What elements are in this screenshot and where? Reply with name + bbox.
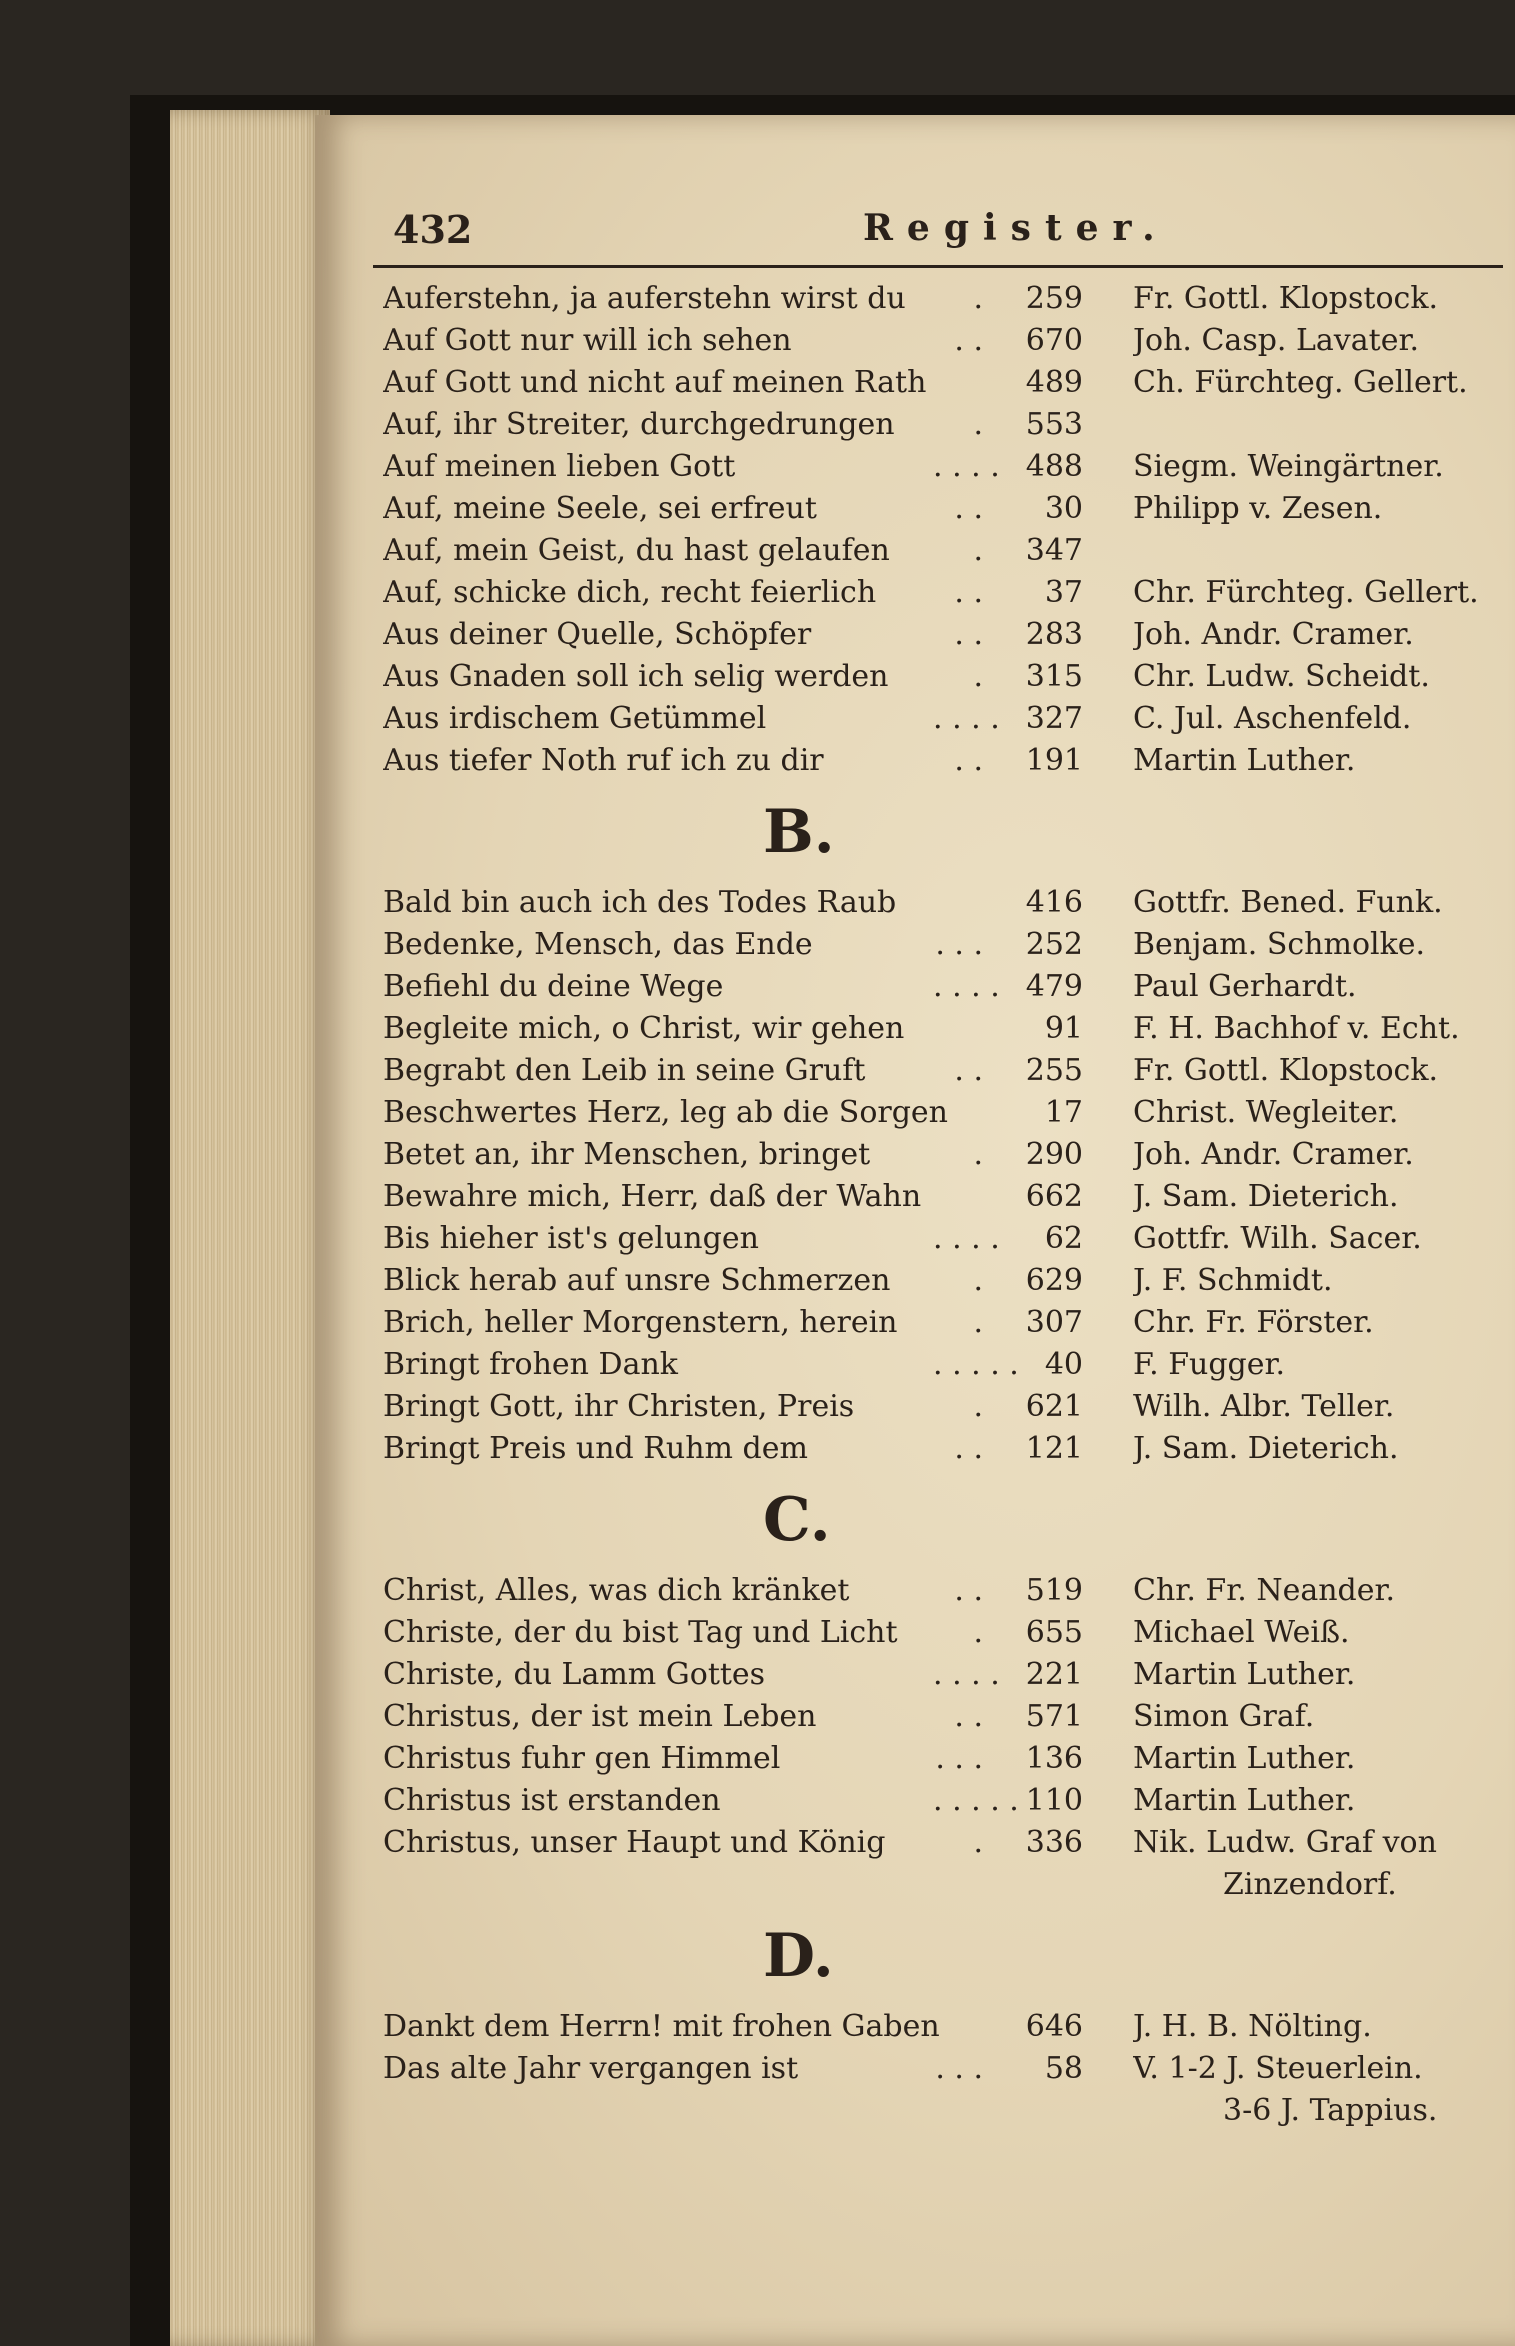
entry-dots: . . . .	[933, 1657, 1000, 1692]
entry-title: Beschwertes Herz, leg ab die Sorgen	[383, 1095, 949, 1130]
entry-number: 252	[1025, 927, 1083, 962]
index-entry	[373, 1864, 1503, 1906]
index-entry	[373, 882, 1503, 924]
entry-title: Auf Gott und nicht auf meinen Rath	[383, 365, 927, 400]
entry-title: Bewahre mich, Herr, daß der Wahn	[383, 1179, 922, 1214]
entry-number: 255	[1025, 1053, 1083, 1088]
entry-number: 191	[1025, 743, 1083, 778]
entry-dots: .	[973, 533, 983, 568]
index-entry	[373, 362, 1503, 404]
index-entry	[373, 1050, 1503, 1092]
entry-number: 91	[1044, 1011, 1083, 1046]
entry-dots: . . . .	[933, 969, 1000, 1004]
entry-number: 221	[1025, 1657, 1083, 1692]
index-entry	[373, 530, 1503, 572]
index-section	[373, 1906, 1503, 2132]
entry-number: 488	[1025, 449, 1083, 484]
index-entry	[373, 1176, 1503, 1218]
entry-title: Auf, mein Geist, du hast gelaufen	[383, 533, 890, 568]
entry-number: 571	[1025, 1699, 1083, 1734]
entry-author: Philipp v. Zesen.	[1133, 491, 1383, 526]
entry-title: Christus, der ist mein Leben	[383, 1699, 817, 1734]
entry-author: Christ. Wegleiter.	[1133, 1095, 1399, 1130]
entry-title: Bedenke, Mensch, das Ende	[383, 927, 813, 962]
entry-title: Betet an, ihr Menschen, bringet	[383, 1137, 871, 1172]
entry-author: Fr. Gottl. Klopstock.	[1133, 281, 1439, 316]
entry-author: F. H. Bachhof v. Echt.	[1133, 1011, 1460, 1046]
index-entry	[373, 446, 1503, 488]
entry-dots: . .	[954, 491, 983, 526]
entry-dots: .	[973, 1137, 983, 1172]
index-entry	[373, 740, 1503, 782]
index-entry	[373, 1428, 1503, 1470]
entry-number: 629	[1025, 1263, 1083, 1298]
entry-number: 336	[1025, 1825, 1083, 1860]
entry-author: Joh. Casp. Lavater.	[1133, 323, 1420, 358]
entry-title: Befiehl du deine Wege	[383, 969, 724, 1004]
entry-author: Ch. Fürchteg. Gellert.	[1133, 365, 1468, 400]
index-entry	[373, 488, 1503, 530]
entry-title: Auf meinen lieben Gott	[383, 449, 736, 484]
section-letter: B.	[763, 797, 835, 867]
entry-author: Joh. Andr. Cramer.	[1133, 1137, 1414, 1172]
entry-number: 655	[1025, 1615, 1083, 1650]
entry-dots: .	[973, 407, 983, 442]
entry-dots: .	[973, 1825, 983, 1860]
entry-title: Christus ist erstanden	[383, 1783, 721, 1818]
entry-author: Simon Graf.	[1133, 1699, 1315, 1734]
entry-dots: . .	[954, 1573, 983, 1608]
entry-dots: .	[973, 1305, 983, 1340]
entry-author: Martin Luther.	[1133, 1657, 1356, 1692]
index-entry	[373, 698, 1503, 740]
entry-number: 62	[1044, 1221, 1083, 1256]
entry-dots: . .	[954, 617, 983, 652]
entry-title: Brich, heller Morgenstern, herein	[383, 1305, 898, 1340]
entry-author: C. Jul. Aschenfeld.	[1133, 701, 1412, 736]
entry-author: J. Sam. Dieterich.	[1133, 1179, 1399, 1214]
section-letter: C.	[763, 1485, 831, 1555]
index-entry	[373, 1780, 1503, 1822]
index-sections	[373, 268, 1503, 2132]
entry-number: 621	[1025, 1389, 1083, 1424]
entry-number: 662	[1025, 1179, 1083, 1214]
entry-number: 416	[1025, 885, 1083, 920]
index-entry	[373, 2090, 1503, 2132]
index-entry	[373, 1218, 1503, 1260]
book-page	[315, 115, 1515, 2346]
entry-title: Aus Gnaden soll ich selig werden	[383, 659, 889, 694]
index-entry	[373, 924, 1503, 966]
entry-number: 110	[1025, 1783, 1083, 1818]
entry-dots: . . . . .	[933, 1783, 1019, 1818]
index-entry	[373, 1302, 1503, 1344]
index-entry	[373, 1008, 1503, 1050]
entry-dots: . . . .	[933, 701, 1000, 736]
entry-dots: . .	[954, 1699, 983, 1734]
entry-dots: .	[973, 1615, 983, 1650]
entry-dots: . . .	[935, 927, 983, 962]
entry-number: 489	[1025, 365, 1083, 400]
index-entry	[373, 1344, 1503, 1386]
entry-number: 40	[1044, 1347, 1083, 1382]
index-entry	[373, 1134, 1503, 1176]
entry-title: Bis hieher ist's gelungen	[383, 1221, 759, 1256]
entry-dots: .	[973, 1389, 983, 1424]
entry-author: Chr. Fr. Neander.	[1133, 1573, 1396, 1608]
index-entry	[373, 1612, 1503, 1654]
entry-number: 121	[1025, 1431, 1083, 1466]
entry-title: Christus fuhr gen Himmel	[383, 1741, 781, 1776]
entry-number: 283	[1025, 617, 1083, 652]
entry-title: Auf Gott nur will ich sehen	[383, 323, 792, 358]
entry-author: 3-6 J. Tappius.	[1223, 2093, 1438, 2128]
index-entry	[373, 278, 1503, 320]
page-number: 432	[393, 207, 473, 252]
entry-author: Nik. Ludw. Graf von	[1133, 1825, 1437, 1860]
running-title: Register.	[863, 207, 1169, 249]
entry-dots: . .	[954, 1053, 983, 1088]
entry-title: Begleite mich, o Christ, wir gehen	[383, 1011, 905, 1046]
index-entry	[373, 1260, 1503, 1302]
entry-author: J. F. Schmidt.	[1133, 1263, 1333, 1298]
entry-author: Martin Luther.	[1133, 743, 1356, 778]
entry-title: Auf, meine Seele, sei erfreut	[383, 491, 817, 526]
entry-author: Siegm. Weingärtner.	[1133, 449, 1444, 484]
entry-title: Christus, unser Haupt und König	[383, 1825, 886, 1860]
entry-title: Bringt Preis und Ruhm dem	[383, 1431, 808, 1466]
entry-number: 327	[1025, 701, 1083, 736]
entry-author: J. Sam. Dieterich.	[1133, 1431, 1399, 1466]
entry-author: Chr. Fr. Förster.	[1133, 1305, 1374, 1340]
entry-dots: . .	[954, 1431, 983, 1466]
entry-dots: . .	[954, 743, 983, 778]
entry-title: Aus irdischem Getümmel	[383, 701, 767, 736]
index-entry	[373, 966, 1503, 1008]
entry-author: Martin Luther.	[1133, 1741, 1356, 1776]
index-entry	[373, 404, 1503, 446]
index-entry	[373, 656, 1503, 698]
index-entry	[373, 1738, 1503, 1780]
entry-number: 17	[1044, 1095, 1083, 1130]
entry-author: Martin Luther.	[1133, 1783, 1356, 1818]
index-entry	[373, 320, 1503, 362]
entry-author: J. H. B. Nölting.	[1133, 2009, 1372, 2044]
entry-dots: . . .	[935, 2051, 983, 2086]
entry-title: Dankt dem Herrn! mit frohen Gaben	[383, 2009, 940, 2044]
index-entry	[373, 2006, 1503, 2048]
entry-number: 670	[1025, 323, 1083, 358]
entry-author: Zinzendorf.	[1223, 1867, 1397, 1902]
entry-number: 37	[1044, 575, 1083, 610]
index-entry	[373, 1822, 1503, 1864]
entry-number: 519	[1025, 1573, 1083, 1608]
entry-number: 646	[1025, 2009, 1083, 2044]
index-section	[373, 278, 1503, 782]
entry-number: 58	[1044, 2051, 1083, 2086]
entry-author: Fr. Gottl. Klopstock.	[1133, 1053, 1439, 1088]
entry-number: 259	[1025, 281, 1083, 316]
page-edges	[170, 110, 330, 2346]
section-letter: D.	[763, 1921, 834, 1991]
entry-title: Auferstehn, ja auferstehn wirst du	[383, 281, 906, 316]
entry-number: 307	[1025, 1305, 1083, 1340]
entry-title: Bald bin auch ich des Todes Raub	[383, 885, 897, 920]
entry-title: Aus deiner Quelle, Schöpfer	[383, 617, 812, 652]
index-entry	[373, 1570, 1503, 1612]
entry-dots: .	[973, 1263, 983, 1298]
entry-dots: . . . . .	[933, 1347, 1019, 1382]
entry-title: Auf, schicke dich, recht feierlich	[383, 575, 877, 610]
index-entry	[373, 1654, 1503, 1696]
entry-title: Bringt frohen Dank	[383, 1347, 678, 1382]
entry-title: Aus tiefer Noth ruf ich zu dir	[383, 743, 824, 778]
entry-title: Christe, du Lamm Gottes	[383, 1657, 766, 1692]
running-head	[373, 205, 1503, 268]
entry-dots: . . . .	[933, 1221, 1000, 1256]
entry-author: V. 1-2 J. Steuerlein.	[1133, 2051, 1423, 2086]
entry-author: Joh. Andr. Cramer.	[1133, 617, 1414, 652]
entry-dots: .	[973, 281, 983, 316]
index-entry	[373, 1386, 1503, 1428]
index-entry	[373, 614, 1503, 656]
index-entry	[373, 2048, 1503, 2090]
entry-number: 315	[1025, 659, 1083, 694]
entry-title: Begrabt den Leib in seine Gruft	[383, 1053, 866, 1088]
entry-dots: . . . .	[933, 449, 1000, 484]
page-content	[373, 205, 1503, 2132]
index-entry	[373, 1092, 1503, 1134]
entry-author: Chr. Fürchteg. Gellert.	[1133, 575, 1479, 610]
entry-author: Benjam. Schmolke.	[1133, 927, 1426, 962]
entry-title: Bringt Gott, ihr Christen, Preis	[383, 1389, 855, 1424]
entry-title: Christe, der du bist Tag und Licht	[383, 1615, 898, 1650]
entry-dots: . . .	[935, 1741, 983, 1776]
entry-author: Gottfr. Bened. Funk.	[1133, 885, 1443, 920]
entry-number: 479	[1025, 969, 1083, 1004]
entry-author: F. Fugger.	[1133, 1347, 1286, 1382]
entry-title: Blick herab auf unsre Schmerzen	[383, 1263, 891, 1298]
entry-dots: . .	[954, 323, 983, 358]
entry-author: Chr. Ludw. Scheidt.	[1133, 659, 1430, 694]
entry-author: Paul Gerhardt.	[1133, 969, 1357, 1004]
entry-number: 347	[1025, 533, 1083, 568]
index-section	[373, 1470, 1503, 1906]
entry-author: Wilh. Albr. Teller.	[1133, 1389, 1395, 1424]
index-entry	[373, 1696, 1503, 1738]
entry-author: Gottfr. Wilh. Sacer.	[1133, 1221, 1422, 1256]
entry-author: Michael Weiß.	[1133, 1615, 1350, 1650]
entry-dots: .	[973, 659, 983, 694]
entry-dots: . .	[954, 575, 983, 610]
index-entry	[373, 572, 1503, 614]
entry-title: Auf, ihr Streiter, durchgedrungen	[383, 407, 895, 442]
entry-title: Das alte Jahr vergangen ist	[383, 2051, 799, 2086]
entry-number: 136	[1025, 1741, 1083, 1776]
entry-number: 30	[1044, 491, 1083, 526]
entry-title: Christ, Alles, was dich kränket	[383, 1573, 850, 1608]
entry-number: 553	[1025, 407, 1083, 442]
entry-number: 290	[1025, 1137, 1083, 1172]
index-section	[373, 782, 1503, 1470]
